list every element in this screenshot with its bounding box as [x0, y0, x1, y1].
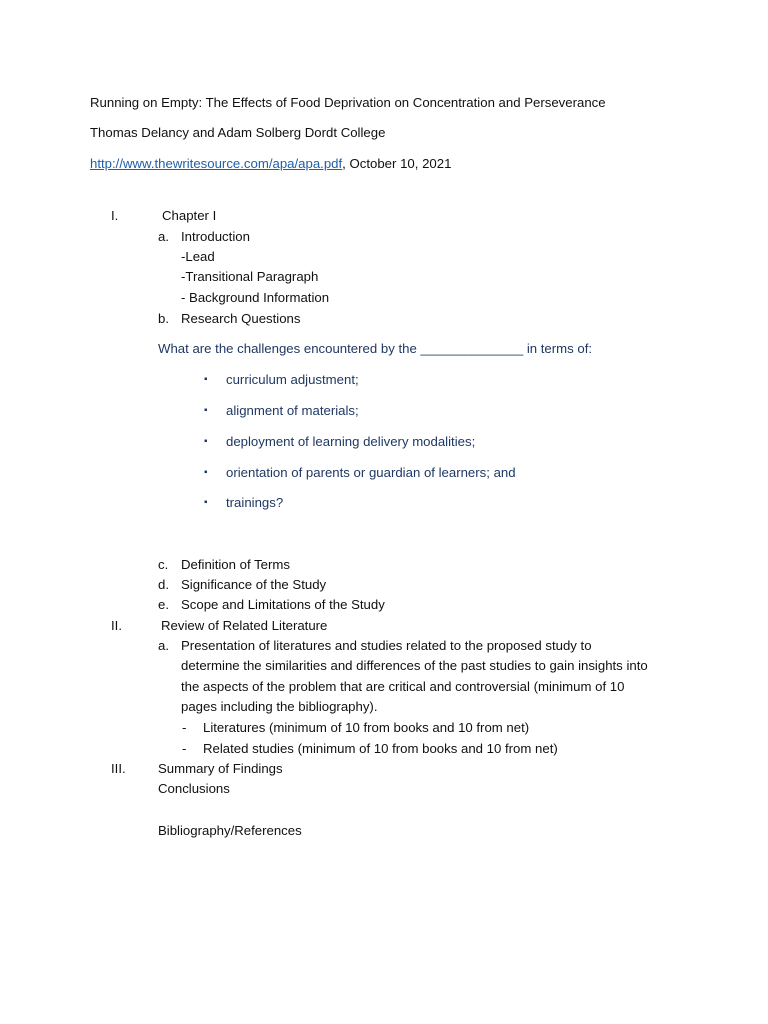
source-link[interactable]: http://www.thewritesource.com/apa/apa.pdf — [90, 156, 343, 171]
bullet-icon: ▪ — [204, 405, 208, 416]
bullet-item: orientation of parents or guardian of learners; and — [226, 465, 516, 480]
item-e-letter: e. — [158, 597, 169, 612]
item-a-letter: a. — [158, 229, 169, 244]
presentation-line: the aspects of the problem that are critical and controversial (minimum of 10 — [181, 679, 625, 694]
significance-of-study: Significance of the Study — [181, 577, 327, 592]
literatures-item: Literatures (minimum of 10 from books and 10 from net) — [203, 720, 530, 735]
question-blank: ______________ — [420, 341, 524, 356]
summary-of-findings: Summary of Findings — [158, 761, 283, 776]
intro-sub-item: - Background Information — [181, 290, 330, 305]
chapter-2-numeral: II. — [111, 618, 122, 633]
intro-sub-item: -Transitional Paragraph — [181, 269, 319, 284]
presentation-line: pages including the bibliography). — [181, 699, 378, 714]
conclusions: Conclusions — [158, 781, 230, 796]
item-b-letter: b. — [158, 311, 169, 326]
bullet-icon: ▪ — [204, 436, 208, 447]
bullet-icon: ▪ — [204, 497, 208, 508]
bibliography-heading: Bibliography/References — [158, 823, 302, 838]
bullet-item: trainings? — [226, 495, 284, 510]
dash-marker: - — [182, 720, 187, 735]
item-d-letter: d. — [158, 577, 169, 592]
related-studies-item: Related studies (minimum of 10 from books and 10 from net) — [203, 741, 558, 756]
source-date: , October 10, 2021 — [342, 156, 452, 171]
chapter-1-numeral: I. — [111, 208, 119, 223]
dash-marker: - — [182, 741, 187, 756]
bullet-item: curriculum adjustment; — [226, 372, 359, 387]
question-start: What are the challenges encountered by the — [158, 341, 421, 356]
bullet-item: deployment of learning delivery modalities; — [226, 434, 476, 449]
intro-sub-item: -Lead — [181, 249, 215, 264]
chapter-1-title: Chapter I — [162, 208, 217, 223]
research-questions-label: Research Questions — [181, 311, 301, 326]
question-end: in terms of: — [523, 341, 593, 356]
definition-of-terms: Definition of Terms — [181, 557, 290, 572]
research-question — [158, 341, 592, 357]
chapter-3-numeral: III. — [111, 761, 126, 776]
item-c-letter: c. — [158, 557, 169, 572]
presentation-line: Presentation of literatures and studies related to the proposed study to — [181, 638, 592, 653]
bullet-item: alignment of materials; — [226, 403, 359, 418]
item-a-letter: a. — [158, 638, 169, 653]
document-title: Running on Empty: The Effects of Food Deprivation on Concentration and Perseverance — [90, 95, 606, 110]
authors-line: Thomas Delancy and Adam Solberg Dordt College — [90, 125, 386, 140]
chapter-2-title: Review of Related Literature — [161, 618, 328, 633]
source-line — [90, 156, 451, 172]
scope-and-limitations: Scope and Limitations of the Study — [181, 597, 385, 612]
introduction-label: Introduction — [181, 229, 250, 244]
bullet-icon: ▪ — [204, 467, 208, 478]
bullet-icon: ▪ — [204, 374, 208, 385]
presentation-line: determine the similarities and differences of the past studies to gain insights into — [181, 658, 648, 673]
